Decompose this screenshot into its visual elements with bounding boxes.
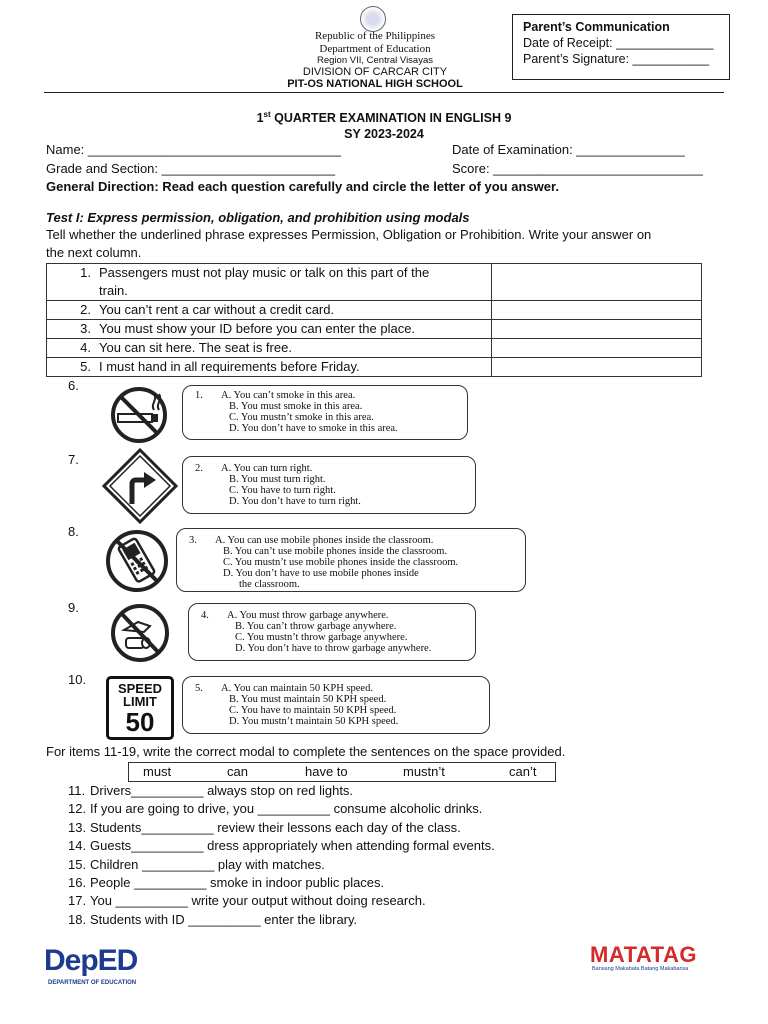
header-division: DIVISION OF CARCAR CITY [302, 66, 448, 78]
header-school: PIT-OS NATIONAL HIGH SCHOOL [287, 78, 463, 90]
deped-logo-text: DepED [44, 944, 138, 977]
test1-instruction-cont: the next column. [46, 245, 142, 260]
choice-option-d[interactable]: D. You mustn’t maintain 50 KPH speed. [229, 716, 399, 727]
grade-section-field[interactable]: Grade and Section: ________________________ [46, 161, 336, 176]
list-item[interactable] [68, 820, 461, 835]
item-text: You __________ write your output without doing research. [90, 893, 426, 908]
choice-option-b[interactable]: B. You must maintain 50 KPH speed. [229, 694, 387, 705]
list-item[interactable] [68, 875, 384, 890]
school-year: SY 2023-2024 [344, 127, 424, 141]
test1-title: Test I: Express permission, obligation, and prohibition using modals [46, 210, 470, 225]
question-text: You can’t rent a car without a credit card. [99, 302, 335, 317]
choice-option-a[interactable]: A. You must throw garbage anywhere. [227, 610, 389, 621]
choice-box-number: 5. [195, 683, 203, 694]
item-number: 12. [68, 801, 87, 816]
no-smoking-icon [104, 386, 174, 444]
exam-title [0, 110, 768, 125]
question-number: 1. [80, 265, 91, 280]
choice-box-number: 2. [195, 463, 203, 474]
item-text: Guests__________ dress appropriately when attending formal events. [90, 838, 495, 853]
modal-choice: must [143, 764, 172, 779]
item-number: 10. [68, 672, 87, 687]
no-mobile-phone-icon [100, 528, 174, 594]
choice-option-c[interactable]: C. You mustn’t throw garbage anywhere. [235, 632, 408, 643]
list-item[interactable] [68, 801, 482, 816]
item-number: 15. [68, 857, 87, 872]
choice-option-d[interactable]: D. You don’t have to smoke in this area. [229, 423, 398, 434]
choice-box-number: 3. [189, 535, 197, 546]
choice-option-d-cont: the classroom. [239, 579, 300, 590]
modal-choices-box [128, 762, 556, 782]
answer-cell[interactable] [492, 320, 702, 339]
choice-option-b[interactable]: B. You can’t throw garbage anywhere. [235, 621, 397, 632]
name-field[interactable]: Name: ___________________________________ [46, 142, 341, 157]
item-number: 11. [68, 783, 86, 798]
question-number: 3. [80, 321, 91, 336]
header-divider [44, 92, 724, 93]
question-number: 4. [80, 340, 91, 355]
choice-option-a[interactable]: A. You can maintain 50 KPH speed. [221, 683, 373, 694]
list-item[interactable] [68, 838, 495, 853]
item-number: 9. [68, 600, 79, 615]
question-cell [47, 301, 492, 320]
question-cell [47, 358, 492, 377]
header-region: Region VII, Central Visayas [317, 55, 433, 66]
item-number: 18. [68, 912, 87, 927]
list-item[interactable] [68, 893, 426, 908]
answer-cell[interactable] [492, 339, 702, 358]
test1-instruction: Tell whether the underlined phrase expresses Permission, Obligation or Prohibition. Write your answer on [46, 227, 652, 242]
item-number: 7. [68, 452, 79, 467]
deped-logo-subtitle: DEPARTMENT OF EDUCATION [48, 980, 137, 986]
choice-option-b[interactable]: B. You can’t use mobile phones inside the classroom. [223, 546, 448, 557]
choice-option-d[interactable]: D. You don’t have to throw garbage anywhere. [235, 643, 432, 654]
sign-text-50: 50 [125, 707, 155, 737]
table-row [47, 264, 702, 301]
choice-option-c[interactable]: C. You have to maintain 50 KPH speed. [229, 705, 397, 716]
choice-option-c[interactable]: C. You have to turn right. [229, 485, 336, 496]
answer-cell[interactable] [492, 301, 702, 320]
item-text: If you are going to drive, you __________ consume alcoholic drinks. [90, 801, 483, 816]
item-number: 13. [68, 820, 87, 835]
choices-box [182, 385, 468, 440]
turn-right-sign-icon [102, 448, 178, 524]
choice-box-number: 1. [195, 390, 203, 401]
question-text: You must show your ID before you can enter the place. [99, 321, 416, 336]
choice-option-b[interactable]: B. You must smoke in this area. [229, 401, 363, 412]
score-field[interactable]: Score: _____________________________ [452, 161, 703, 176]
deped-seal-icon [360, 6, 386, 32]
modal-choice: can [227, 764, 248, 779]
question-cell [47, 320, 492, 339]
header-department: Department of Education [319, 43, 431, 55]
header-republic: Republic of the Philippines [314, 30, 436, 42]
choices-box [182, 456, 476, 514]
choice-option-d[interactable]: D. You don’t have to turn right. [229, 496, 361, 507]
question-text: I must hand in all requirements before Friday. [99, 359, 360, 374]
choices-box [182, 676, 490, 734]
item-number: 14. [68, 838, 87, 853]
choices-box [188, 603, 476, 661]
item-number: 17. [68, 893, 87, 908]
general-direction: General Direction: Read each question carefully and circle the letter of you answer. [46, 179, 559, 194]
item-text: Students__________ review their lessons each day of the class. [90, 820, 461, 835]
choice-option-d[interactable]: D. You don’t have to use mobile phones inside [223, 568, 419, 579]
list-item[interactable] [68, 857, 325, 872]
choice-option-a[interactable]: A. You can turn right. [221, 463, 313, 474]
item-text: Drivers__________ always stop on red lights. [90, 783, 354, 798]
item-text: People __________ smoke in indoor public places. [90, 875, 385, 890]
exam-title-number: 1 [256, 111, 264, 126]
choice-option-b[interactable]: B. You must turn right. [229, 474, 326, 485]
item-number: 8. [68, 524, 79, 539]
table-row [47, 358, 702, 377]
table-row [47, 339, 702, 358]
question-text: Passengers must not play music or talk on this part of the [99, 265, 430, 280]
speed-limit-sign-icon [106, 676, 174, 740]
choice-option-c[interactable]: C. You mustn’t smoke in this area. [229, 412, 374, 423]
parent-communication-box [512, 14, 730, 80]
parent-box-title: Parent’s Communication [523, 20, 670, 34]
question-number: 5. [80, 359, 91, 374]
exam-title-text: QUARTER EXAMINATION IN ENGLISH 9 [270, 111, 512, 126]
item-number: 16. [68, 875, 87, 890]
question-cell [47, 264, 492, 301]
modal-choice: have to [305, 764, 348, 779]
exam-title-suffix: st [263, 110, 271, 119]
modal-instruction: For items 11-19, write the correct modal to complete the sentences on the space provided. [46, 744, 566, 759]
answer-cell[interactable] [492, 358, 702, 377]
list-item[interactable] [68, 783, 353, 798]
table-row [47, 301, 702, 320]
parent-signature-field[interactable]: Parent’s Signature: ___________ [523, 52, 710, 66]
item-text: Students with ID __________ enter the library. [90, 912, 358, 927]
sign-text-speed: SPEED [117, 681, 163, 696]
date-of-receipt-field[interactable]: Date of Receipt: ______________ [523, 36, 714, 50]
modal-choice: mustn’t [403, 764, 445, 779]
choice-option-a[interactable]: A. You can use mobile phones inside the classroom. [215, 535, 434, 546]
answer-cell[interactable] [492, 264, 702, 301]
question-text: You can sit here. The seat is free. [99, 340, 292, 355]
choice-option-a[interactable]: A. You can’t smoke in this area. [221, 390, 356, 401]
item-text: Children __________ play with matches. [90, 857, 325, 872]
matatag-logo-text: MATATAG [590, 942, 697, 967]
no-littering-icon [104, 602, 176, 664]
list-item[interactable] [68, 912, 357, 927]
choice-box-number: 4. [201, 610, 209, 621]
exam-date-field[interactable]: Date of Examination: _______________ [452, 142, 685, 157]
choice-option-c[interactable]: C. You mustn’t use mobile phones inside the classroom. [223, 557, 459, 568]
table-row [47, 320, 702, 339]
deped-logo [44, 944, 138, 986]
test1-answer-table [46, 263, 702, 377]
modal-choice: can’t [509, 764, 537, 779]
item-number: 6. [68, 378, 79, 393]
question-cell [47, 339, 492, 358]
sign-text-limit: LIMIT [123, 694, 157, 709]
matatag-logo [590, 942, 697, 972]
matatag-logo-subtitle: Bansang Makabata Batang Makabansa [592, 966, 689, 972]
question-text-cont: train. [99, 283, 128, 298]
question-number: 2. [80, 302, 91, 317]
choices-box [176, 528, 526, 592]
